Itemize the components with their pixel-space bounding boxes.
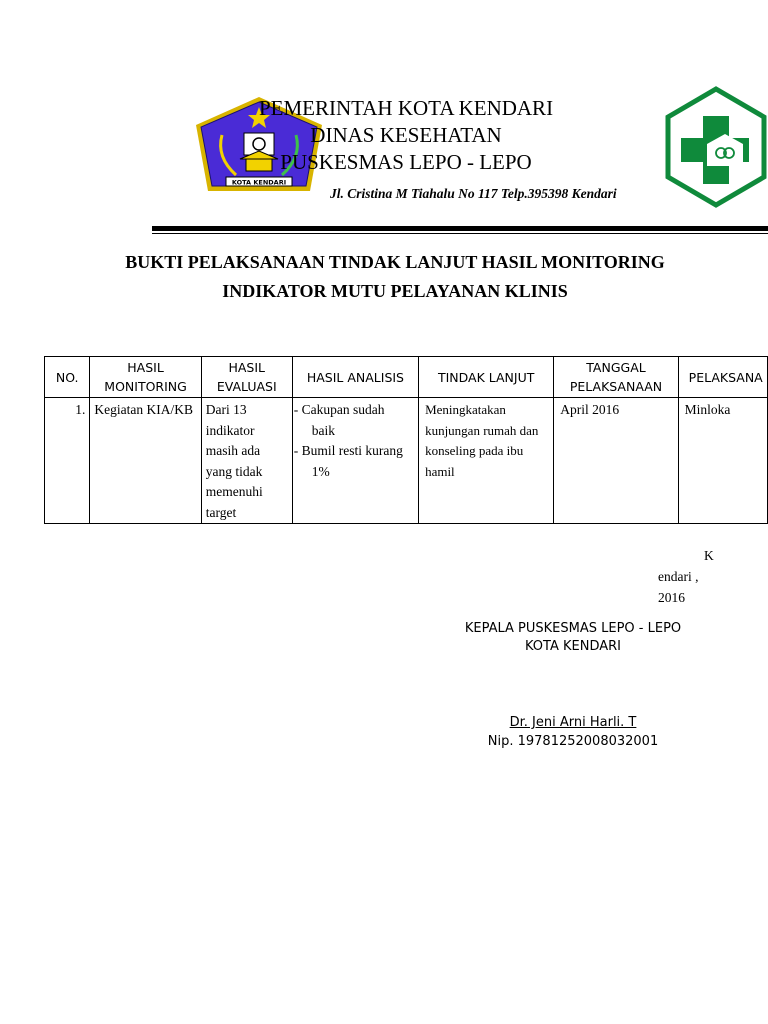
signature-role: KEPALA PUSKESMAS LEPO - LEPO: [464, 621, 682, 636]
analisis-item: - Bumil resti kurang 1%: [293, 443, 403, 479]
header-hasil-evaluasi: HASIL EVALUASI: [201, 357, 292, 398]
header-divider-thin: [152, 233, 768, 234]
cell-monitoring: Kegiatan KIA/KB: [90, 398, 201, 524]
table-row: [45, 398, 768, 524]
document-title: [0, 248, 768, 306]
header-address: Jl. Cristina M Tiahalu No 117 Telp.395398 Kendari: [330, 186, 617, 201]
header-divider: [152, 226, 768, 231]
cell-pelaksana: Minloka: [678, 398, 767, 524]
cell-tanggal: April 2016: [554, 398, 678, 524]
header-hasil-analisis: HASIL ANALISIS: [292, 357, 418, 398]
signature-nip: Nip. 19781252008032001: [487, 734, 659, 749]
header-no: NO.: [45, 357, 90, 398]
signature-date-city: endari ,: [658, 569, 699, 584]
signature-date-year: 2016: [658, 590, 685, 605]
cell-no: 1.: [45, 398, 90, 524]
header-puskesmas: PUSKESMAS LEPO - LEPO: [280, 150, 532, 174]
cell-evaluasi: Dari 13 indikator masih ada yang tidak memenuhi target: [201, 398, 292, 524]
monitoring-table: [44, 356, 768, 524]
signature-name: Dr. Jeni Arni Harli. T: [509, 715, 637, 730]
header-government: PEMERINTAH KOTA KENDARI: [258, 96, 554, 120]
signature-date-k: K: [704, 548, 714, 563]
signature-role-city: KOTA KENDARI: [524, 639, 621, 654]
header-tanggal-pelaksanaan: TANGGAL PELAKSANAAN: [554, 357, 678, 398]
header-pelaksana: PELAKSANA: [678, 357, 767, 398]
document-title-line2: INDIKATOR MUTU PELAYANAN KLINIS: [222, 281, 568, 301]
header-department: DINAS KESEHATAN: [310, 123, 502, 147]
header-hasil-monitoring: HASIL MONITORING: [90, 357, 201, 398]
header-tindak-lanjut: TINDAK LANJUT: [419, 357, 554, 398]
cell-tindak-lanjut: Meningkatakan kunjungan rumah dan konseling pada ibu hamil: [419, 398, 554, 524]
cell-analisis: [292, 398, 418, 524]
emblem-caption: KOTA KENDARI: [231, 178, 287, 187]
table-header-row: [45, 357, 768, 398]
analisis-item: - Cakupan sudah baik: [293, 402, 385, 438]
document-title-line1: BUKTI PELAKSANAAN TINDAK LANJUT HASIL MONITORING: [125, 252, 665, 272]
